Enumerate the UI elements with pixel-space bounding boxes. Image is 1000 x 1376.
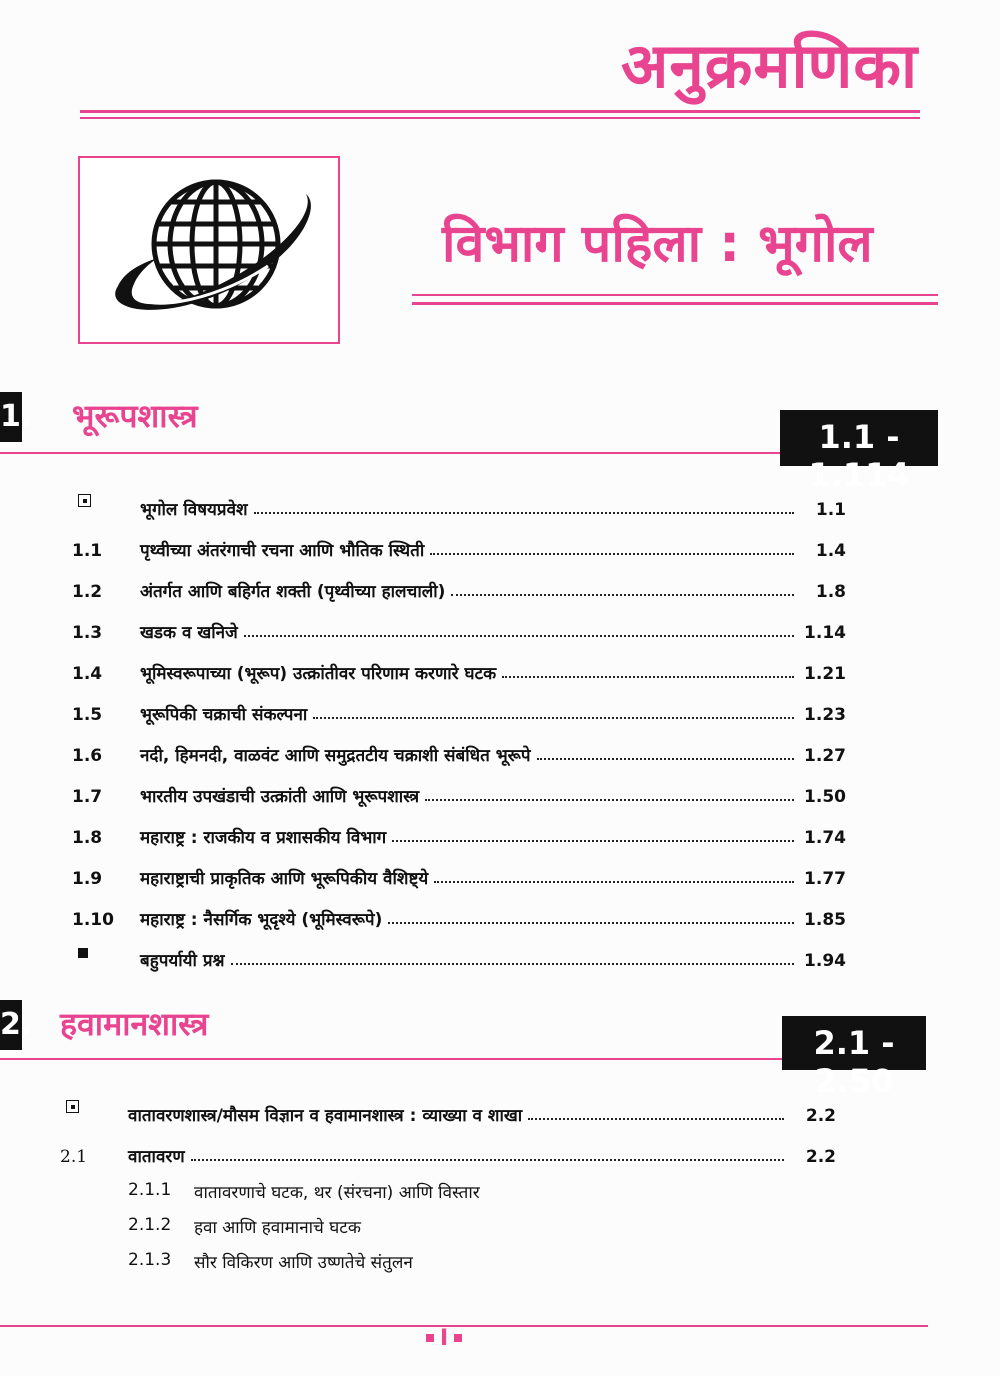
toc-entry-number: 1.1 (72, 541, 103, 561)
toc-entry-page: 1.1 (815, 500, 846, 520)
dot-leader (254, 511, 794, 514)
dot-leader (313, 716, 794, 719)
dot-leader (430, 552, 794, 555)
toc-entry-title: बहुपर्यायी प्रश्न (140, 951, 225, 971)
title-rule (80, 110, 920, 113)
toc-entry-title: महाराष्ट्र : नैसर्गिक भूदृश्ये (भूमिस्वरूपे) (140, 910, 383, 930)
toc-entry-number: 1.2 (72, 582, 103, 602)
toc-entry-number: 1.5 (72, 705, 103, 725)
title-rule (80, 117, 920, 119)
toc-entry-title: वातावरण (128, 1147, 185, 1167)
toc-subentry[interactable] (128, 1180, 480, 1203)
toc-entry[interactable] (72, 693, 846, 725)
toc-entry[interactable] (72, 857, 846, 889)
toc-entry-number: 1.4 (72, 664, 103, 684)
dot-leader (244, 634, 794, 637)
dot-leader (528, 1117, 784, 1120)
globe-icon (98, 166, 324, 336)
toc-entry-title: महाराष्ट्र : राजकीय व प्रशासकीय विभाग (140, 828, 387, 848)
dot-leader (388, 921, 794, 924)
chapter-title: भूरूपशास्त्र (72, 397, 198, 435)
toc-subentry-title: सौर विकिरण आणि उष्णतेचे संतुलन (194, 1253, 413, 1273)
toc-entry-title: महाराष्ट्राची प्राकृतिक आणि भूरूपिकीय वैशिष्ट्ये (140, 869, 429, 889)
toc-entry-page: 1.8 (815, 582, 846, 602)
toc-subentry-number: 2.1.3 (128, 1250, 172, 1270)
toc-subentry-title: हवा आणि हवामानाचे घटक (194, 1218, 361, 1238)
section-rule (412, 302, 938, 305)
dot-leader (392, 839, 794, 842)
toc-entry-page: 1.4 (815, 541, 846, 561)
toc-entry-title: भूरूपिकी चक्राची संकल्पना (140, 705, 308, 725)
page-range-badge: 2.1 - 2.50 (782, 1016, 926, 1070)
toc-entry-page: 1.14 (804, 623, 846, 643)
toc-entry[interactable] (72, 488, 846, 520)
toc-subentry-number: 2.1.2 (128, 1215, 172, 1235)
toc-entry-number: 1.10 (72, 910, 114, 930)
chapter-title: हवामानशास्त्र (60, 1005, 209, 1043)
toc-entry-page: 1.50 (804, 787, 846, 807)
toc-entry-page: 1.85 (804, 910, 846, 930)
toc-entry[interactable] (72, 775, 846, 807)
toc-entry-page: 1.74 (804, 828, 846, 848)
toc-entry-page: 1.23 (804, 705, 846, 725)
section-heading: विभाग पहिला : भूगोल (442, 214, 873, 274)
toc-entry-title: भूगोल विषयप्रवेश (140, 500, 248, 520)
toc-entry-page: 1.94 (804, 951, 846, 971)
chapter-rule (0, 1058, 782, 1060)
dot-leader (434, 880, 794, 883)
square-bullet-icon (66, 1100, 79, 1113)
toc-entry-title: भारतीय उपखंडाची उत्क्रांती आणि भूरूपशास्त्र (140, 787, 420, 807)
square-icon (426, 1334, 434, 1342)
toc-entry[interactable] (72, 734, 846, 766)
dot-leader (502, 675, 794, 678)
section-rule (412, 294, 938, 296)
dot-leader (451, 593, 794, 596)
chapter-tab: 2. (0, 1000, 22, 1050)
dot-leader (231, 962, 794, 965)
square-bullet-icon (78, 948, 88, 958)
toc-subentry-number: 2.1.1 (128, 1180, 172, 1200)
toc-entry-number: 1.8 (72, 828, 103, 848)
toc-entry[interactable] (60, 1135, 836, 1167)
toc-entry-title: वातावरणशास्त्र/मौसम विज्ञान व हवामानशास्त्र : व्याख्या व शाखा (128, 1106, 523, 1126)
chapter-tab: 1. (0, 392, 22, 442)
toc-entry[interactable] (72, 529, 846, 561)
toc-entry-title: अंतर्गत आणि बहिर्गत शक्ती (पृथ्वीच्या हालचाली) (140, 582, 446, 602)
toc-entry-number: 2.1 (60, 1147, 88, 1167)
toc-entry-page: 1.77 (804, 869, 846, 889)
dot-leader (537, 757, 794, 760)
toc-entry-number: 1.3 (72, 623, 103, 643)
toc-subentry-title: वातावरणाचे घटक, थर (संरचना) आणि विस्तार (194, 1183, 480, 1203)
toc-subentry[interactable] (128, 1250, 413, 1273)
chapter-rule (0, 452, 780, 454)
square-icon (454, 1334, 462, 1342)
square-bullet-icon (78, 494, 91, 507)
toc-entry-number: 1.7 (72, 787, 103, 807)
toc-entry-title: भूमिस्वरूपाच्या (भूरूप) उत्क्रांतीवर परिणाम करणारे घटक (140, 664, 497, 684)
toc-entry-page: 1.21 (804, 664, 846, 684)
toc-entry-page: 1.27 (804, 746, 846, 766)
toc-entry[interactable] (72, 570, 846, 602)
dot-leader (191, 1158, 784, 1161)
page-title: अनुक्रमणिका (620, 29, 918, 102)
page-number: I (440, 1326, 449, 1351)
toc-entry-title: पृथ्वीच्या अंतरंगाची रचना आणि भौतिक स्थिती (140, 541, 425, 561)
toc-subentry[interactable] (128, 1215, 361, 1238)
globe-illustration-box (78, 156, 340, 344)
toc-entry[interactable] (72, 652, 846, 684)
toc-entry-page: 2.2 (805, 1147, 836, 1167)
dot-leader (425, 798, 794, 801)
toc-entry-title: नदी, हिमनदी, वाळवंट आणि समुद्रतटीय चक्राशी संबंधित भूरूपे (140, 746, 531, 766)
footer-page-number (420, 1326, 468, 1351)
toc-entry-number: 1.6 (72, 746, 103, 766)
page-range-badge: 1.1 - 1.114 (780, 410, 938, 466)
toc-entry-number: 1.9 (72, 869, 103, 889)
toc-entry[interactable] (72, 898, 846, 930)
toc-entry[interactable] (72, 611, 846, 643)
toc-entry[interactable] (72, 816, 846, 848)
toc-entry[interactable] (72, 939, 846, 971)
toc-entry-page: 2.2 (805, 1106, 836, 1126)
toc-entry[interactable] (60, 1094, 836, 1126)
toc-entry-title: खडक व खनिजे (140, 623, 238, 643)
